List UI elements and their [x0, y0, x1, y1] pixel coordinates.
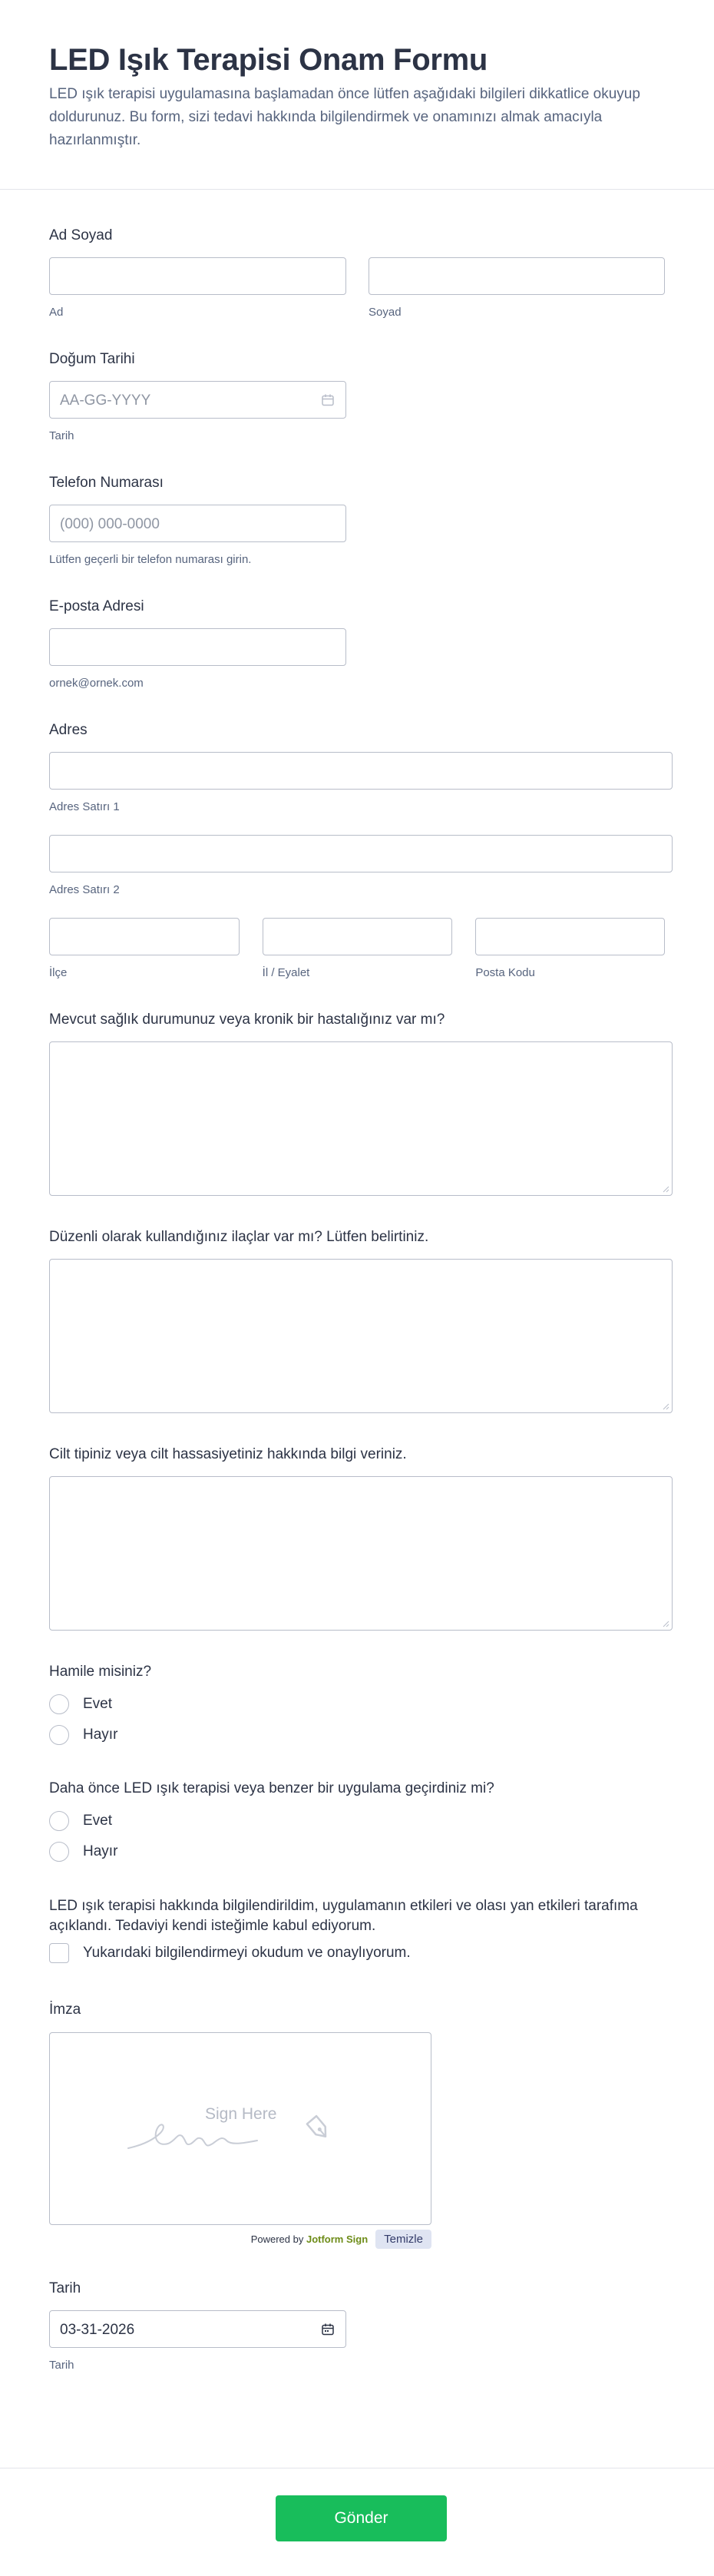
address-line1-sublabel: Adres Satırı 1	[49, 800, 120, 813]
email-input[interactable]	[49, 628, 346, 666]
postal-code-sublabel: Posta Kodu	[475, 966, 535, 979]
prior-therapy-question-label: Daha önce LED ışık terapisi veya benzer bir uygulama geçirdiniz mi?	[49, 1780, 494, 1796]
jotform-sign-brand: Jotform Sign	[306, 2233, 369, 2245]
pregnant-option-no[interactable]	[49, 1720, 665, 1750]
prior-therapy-option-no-label: Hayır	[83, 1843, 118, 1859]
signature-pad[interactable]	[49, 2032, 431, 2225]
signature-scribble-icon	[127, 2110, 357, 2156]
prior-therapy-option-yes[interactable]	[49, 1806, 665, 1836]
email-label: E-posta Adresi	[49, 598, 144, 614]
resize-grip-icon[interactable]	[662, 1185, 669, 1193]
consent-statement: LED ışık terapisi hakkında bilgilendirildim, uygulamanın etkileri ve olası yan etkileri tarafıma açıklandı. Tedaviyi kendi isteğimle kabul ediyorum.	[49, 1898, 638, 1934]
medications-question-textarea[interactable]	[49, 1259, 673, 1413]
form-header	[0, 0, 714, 190]
prior-therapy-question-field	[49, 1780, 665, 1867]
last-name-input[interactable]	[369, 257, 665, 295]
pregnant-question-label: Hamile misiniz?	[49, 1664, 152, 1680]
date-sublabel: Tarih	[49, 2359, 74, 2372]
consent-checkbox-row[interactable]	[49, 1938, 665, 1968]
name-label: Ad Soyad	[49, 227, 113, 243]
date-value: 03-31-2026	[60, 2322, 135, 2338]
birth-date-field	[49, 350, 665, 443]
form-title: LED Işık Terapisi Onam Formu	[49, 43, 488, 77]
first-name-input[interactable]	[49, 257, 346, 295]
health-question-textarea[interactable]	[49, 1041, 673, 1196]
skin-question-field	[49, 1445, 665, 1631]
first-name-sublabel: Ad	[49, 306, 64, 319]
signature-label: İmza	[49, 2002, 81, 2018]
province-input[interactable]	[263, 918, 453, 955]
submit-button[interactable]: Gönder	[276, 2495, 447, 2541]
calendar-icon[interactable]	[321, 2323, 335, 2336]
powered-by-prefix: Powered by	[250, 2233, 304, 2245]
calendar-icon[interactable]	[321, 393, 335, 407]
pregnant-option-yes-label: Evet	[83, 1696, 113, 1712]
phone-label: Telefon Numarası	[49, 475, 164, 491]
health-question-field	[49, 1011, 665, 1196]
pregnant-question-field	[49, 1663, 665, 1750]
birth-date-input[interactable]	[49, 381, 346, 419]
consent-checkbox-label: Yukarıdaki bilgilendirmeyi okudum ve onaylıyorum.	[83, 1945, 411, 1961]
skin-question-textarea[interactable]	[49, 1476, 673, 1631]
prior-therapy-option-yes-label: Evet	[83, 1813, 113, 1829]
prior-therapy-option-no[interactable]	[49, 1836, 665, 1867]
radio-button[interactable]	[49, 1694, 69, 1714]
address-line2-sublabel: Adres Satırı 2	[49, 883, 120, 896]
address-line2-input[interactable]	[49, 835, 673, 872]
date-input[interactable]	[49, 2310, 346, 2348]
district-input[interactable]	[49, 918, 240, 955]
phone-sublabel: Lütfen geçerli bir telefon numarası girin.	[49, 553, 252, 566]
address-label: Adres	[49, 722, 88, 738]
skin-question-label: Cilt tipiniz veya cilt hassasiyetiniz hakkında bilgi veriniz.	[49, 1446, 407, 1462]
medications-question-field	[49, 1228, 665, 1413]
name-field	[49, 227, 665, 320]
signature-placeholder: Sign Here	[205, 2105, 277, 2123]
resize-grip-icon[interactable]	[662, 1402, 669, 1410]
phone-field	[49, 474, 665, 567]
birth-date-placeholder: AA-GG-YYYY	[60, 392, 151, 409]
email-field	[49, 598, 665, 690]
phone-placeholder: (000) 000-0000	[60, 516, 160, 532]
clear-signature-button[interactable]: Temizle	[375, 2230, 431, 2249]
radio-button[interactable]	[49, 1842, 69, 1862]
health-question-label: Mevcut sağlık durumunuz veya kronik bir hastalığınız var mı?	[49, 1012, 445, 1028]
radio-button[interactable]	[49, 1725, 69, 1745]
radio-button[interactable]	[49, 1811, 69, 1831]
district-sublabel: İlçe	[49, 966, 68, 979]
form-description: LED ışık terapisi uygulamasına başlamadan önce lütfen aşağıdaki bilgileri dikkatlice okuyup doldurunuz. Bu form, sizi tedavi hakkında bilgilendirmek ve onamınızı almak amacıyla hazırlanmıştır.	[49, 86, 640, 148]
date-label: Tarih	[49, 2280, 81, 2296]
birth-date-sublabel: Tarih	[49, 429, 74, 442]
last-name-sublabel: Soyad	[369, 306, 402, 319]
date-field	[49, 2280, 665, 2372]
birth-date-label: Doğum Tarihi	[49, 351, 135, 367]
consent-checkbox[interactable]	[49, 1943, 69, 1963]
medications-question-label: Düzenli olarak kullandığınız ilaçlar var mı? Lütfen belirtiniz.	[49, 1229, 429, 1245]
postal-code-input[interactable]	[475, 918, 665, 955]
email-sublabel: ornek@ornek.com	[49, 677, 144, 690]
phone-input[interactable]	[49, 505, 346, 542]
pregnant-option-no-label: Hayır	[83, 1727, 118, 1743]
address-field	[49, 721, 665, 980]
consent-field	[49, 1896, 665, 1968]
pregnant-option-yes[interactable]	[49, 1689, 665, 1720]
province-sublabel: İl / Eyalet	[262, 966, 310, 979]
form-footer	[0, 2468, 714, 2576]
resize-grip-icon[interactable]	[662, 1620, 669, 1627]
powered-by-text	[251, 2233, 368, 2245]
form-body	[0, 227, 714, 2372]
address-line1-input[interactable]	[49, 752, 673, 790]
signature-field	[49, 2001, 665, 2249]
